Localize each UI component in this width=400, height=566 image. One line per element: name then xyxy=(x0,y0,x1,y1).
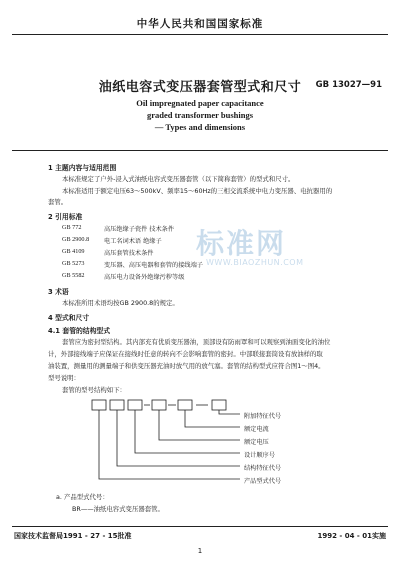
english-title-line-1: Oil impregnated paper capacitance xyxy=(136,98,264,108)
section-2-heading: 2 引用标准 xyxy=(48,213,83,221)
title-rule xyxy=(12,150,388,151)
model-box-6 xyxy=(212,400,226,410)
model-description-heading: 型号说明： xyxy=(48,374,80,382)
section-4-1-paragraph-1: 套管应为密封型结构。其内部充有优质变压器油，顶部设有防雨罩和可以观察到油面变化的油位 xyxy=(62,338,331,346)
diagram-label-1: 附加特征代号 xyxy=(244,413,282,420)
note-br: BR——油纸电容式变压器套管。 xyxy=(72,505,164,513)
ref-code-2: GB 2900.8 xyxy=(62,236,90,243)
note-a: a. 产品型式代号： xyxy=(56,493,109,501)
ref-title-1: 高压绝缘子瓷件 技术条件 xyxy=(104,226,175,233)
watermark-url: WWW.BIAOZHUN.COM xyxy=(206,258,304,267)
issuer-header: 中华人民共和国国家标准 xyxy=(136,18,264,30)
section-4-heading: 4 型式和尺寸 xyxy=(48,314,90,322)
section-4-1-paragraph-3: 油装置，测量用的测量端子和供变压器充油时放气用的放气塞。套管的结构型式应符合图1～图4。 xyxy=(48,362,325,370)
diagram-label-3: 额定电压 xyxy=(244,439,269,446)
model-structure-intro: 套管的型号结构如下： xyxy=(62,386,126,394)
ref-code-1: GB 772 xyxy=(62,224,82,231)
model-box-3 xyxy=(128,400,142,410)
section-4-1-heading: 4.1 套管的结构型式 xyxy=(48,327,110,335)
model-box-2 xyxy=(110,400,124,410)
diagram-label-4: 设计顺序号 xyxy=(244,452,275,459)
page-number: 1 xyxy=(197,547,203,555)
ref-title-3: 高压套管技术条件 xyxy=(104,250,154,257)
english-title-line-2: graded transformer bushings xyxy=(146,110,254,120)
ref-code-5: GB 5582 xyxy=(62,272,85,279)
section-3-paragraph: 本标准所用术语均按GB 2900.8的规定。 xyxy=(62,299,179,307)
ref-title-2: 电工名词术语 绝缘子 xyxy=(104,238,162,245)
approval-date: 国家技术监督局1991 - 27 - 15批准 xyxy=(14,532,132,540)
ref-code-3: GB 4109 xyxy=(62,248,85,255)
model-box-5 xyxy=(178,400,192,410)
ref-code-4: GB 5273 xyxy=(62,260,85,267)
section-4-1-paragraph-2: 计，外部接线端子应保证在接线时任意的转向不会影响套管的密封。中部联接套筒设有放油样的取 xyxy=(48,350,323,358)
document-title: 油纸电容式变压器套管型式和尺寸 xyxy=(98,80,302,95)
section-1-paragraph-2b: 套管。 xyxy=(48,198,68,206)
section-1-heading: 1 主题内容与适用范围 xyxy=(48,164,117,172)
model-structure-diagram xyxy=(0,392,400,482)
diagram-label-6: 产品型式代号 xyxy=(244,478,282,485)
header-rule xyxy=(12,34,388,35)
section-1-paragraph-2a: 本标准适用于额定电压63～500kV、频率15～60Hz的三相交流系统中电力变压器、电抗器用的 xyxy=(62,187,333,195)
ref-title-4: 变压器、高压电器和套管的接线端子 xyxy=(104,262,203,269)
section-1-paragraph-1: 本标准规定了户外-浸入式油纸电容式变压器套管（以下简称套管）的型式和尺寸。 xyxy=(62,175,295,183)
diagram-label-2: 额定电流 xyxy=(244,426,269,433)
model-box-4 xyxy=(152,400,166,410)
footer-rule xyxy=(12,526,388,527)
effective-date: 1992 - 04 - 01实施 xyxy=(317,532,386,540)
standard-number: GB 13027—91 xyxy=(315,80,382,90)
watermark-logo: 标准网 xyxy=(196,227,287,260)
model-box-1 xyxy=(92,400,106,410)
ref-title-5: 高压电力设备外绝缘污秽等级 xyxy=(104,274,185,281)
section-3-heading: 3 术语 xyxy=(48,288,69,296)
diagram-label-5: 结构特征代号 xyxy=(244,465,282,472)
english-title-line-3: — Types and dimensions xyxy=(154,122,246,132)
